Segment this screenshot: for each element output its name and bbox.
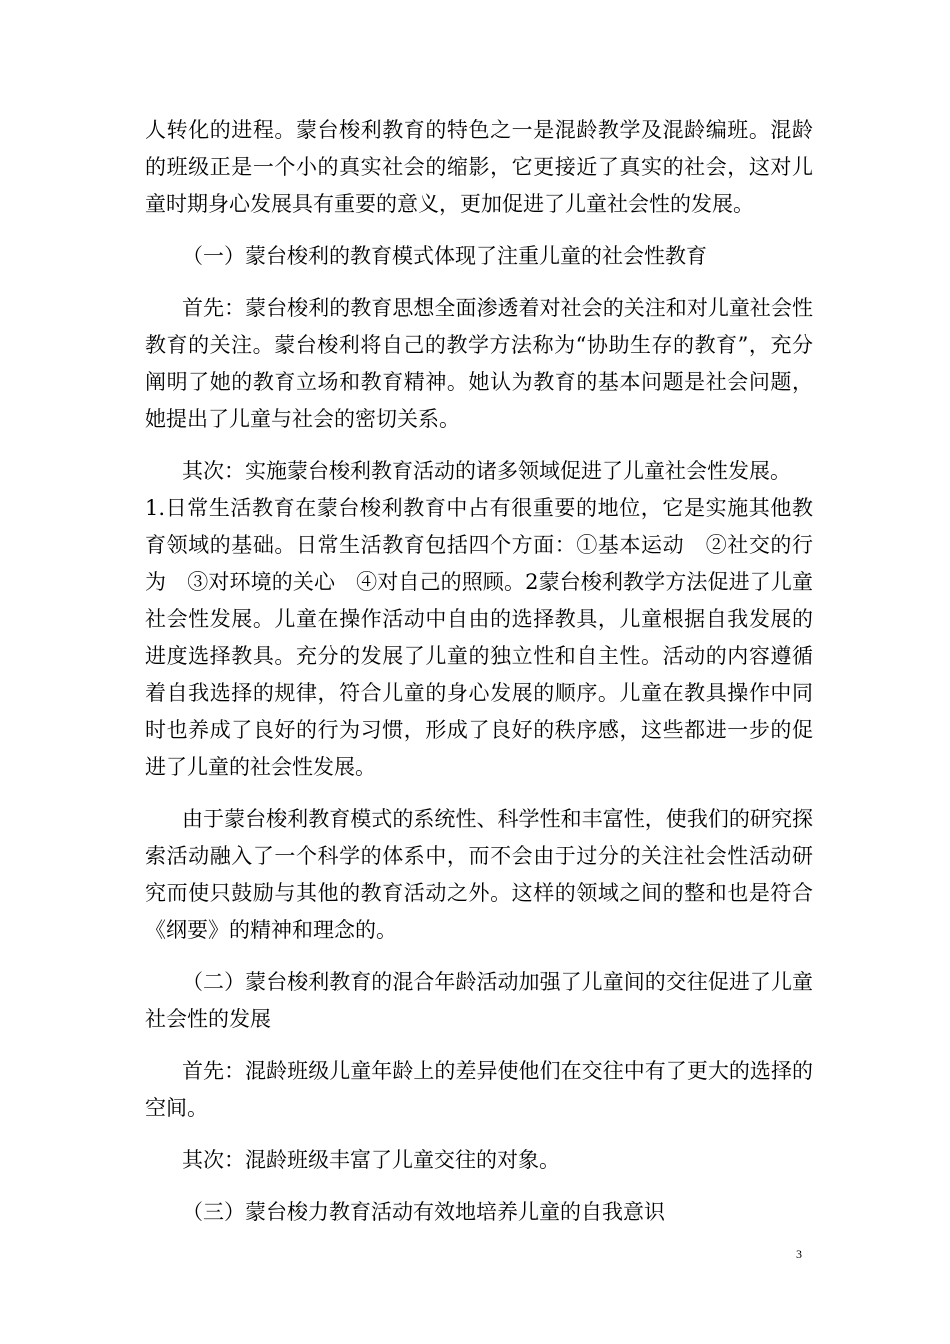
paragraph-second-intro: 其次：实施蒙台梭利教育活动的诸多领域促进了儿童社会性发展。 bbox=[182, 459, 791, 483]
paragraph-mixed-age-second: 其次：混龄班级丰富了儿童交往的对象。 bbox=[182, 1148, 560, 1172]
paragraph-continuation: 人转化的进程。蒙台梭利教育的特色之一是混龄教学及混龄编班。混龄的班级正是一个小的真实社会的缩影，它更接近了真实的社会，这对儿童时期身心发展具有重要的意义，更加促进了儿童社会性的发展。 bbox=[145, 118, 813, 216]
paragraph-system: 由于蒙台梭利教育模式的系统性、科学性和丰富性，使我们的研究探索活动融入了一个科学的体系中，而不会由于过分的关注社会性活动研究而使只鼓励与其他的教育活动之外。这样的领域之间的整和也是符合《纲要》的精神和理念的。 bbox=[145, 807, 813, 942]
paragraph-second-list: 1.日常生活教育在蒙台梭利教育中占有很重要的地位，它是实施其他教育领域的基础。日常生活教育包括四个方面：①基本运动 ②社交的行为 ③对环境的关心 ④对自己的照顾。2蒙台梭利教学方法促进了儿童社会性发展。儿童在操作活动中自由的选择教具，儿童根据自我发展的进度选择教具。充分的发展了儿童的独立性和自主性。活动的内容遵循着自我选择的规律，符合儿童的身心发展的顺序。儿童在教具操作中同时也养成了良好的行为习惯，形成了良好的秩序感，这些都进一步的促进了儿童的社会性发展。 bbox=[145, 496, 813, 779]
section-heading-2: （二）蒙台梭利教育的混合年龄活动加强了儿童间的交往促进了儿童社会性的发展 bbox=[145, 970, 813, 1031]
section-heading-1: （一）蒙台梭利的教育模式体现了注重儿童的社会性教育 bbox=[182, 244, 707, 268]
document-body bbox=[145, 112, 813, 1231]
paragraph-mixed-age-first: 首先：混龄班级儿童年龄上的差异使他们在交往中有了更大的选择的空间。 bbox=[145, 1059, 813, 1120]
page-number: 3 bbox=[796, 1247, 802, 1261]
paragraph-first: 首先：蒙台梭利的教育思想全面渗透着对社会的关注和对儿童社会性教育的关注。蒙台梭利将自己的教学方法称为“协助生存的教育”，充分阐明了她的教育立场和教育精神。她认为教育的基本问题是社会问题，她提出了儿童与社会的密切关系。 bbox=[145, 296, 813, 431]
section-heading-3: （三）蒙台梭力教育活动有效地培养儿童的自我意识 bbox=[182, 1200, 665, 1224]
